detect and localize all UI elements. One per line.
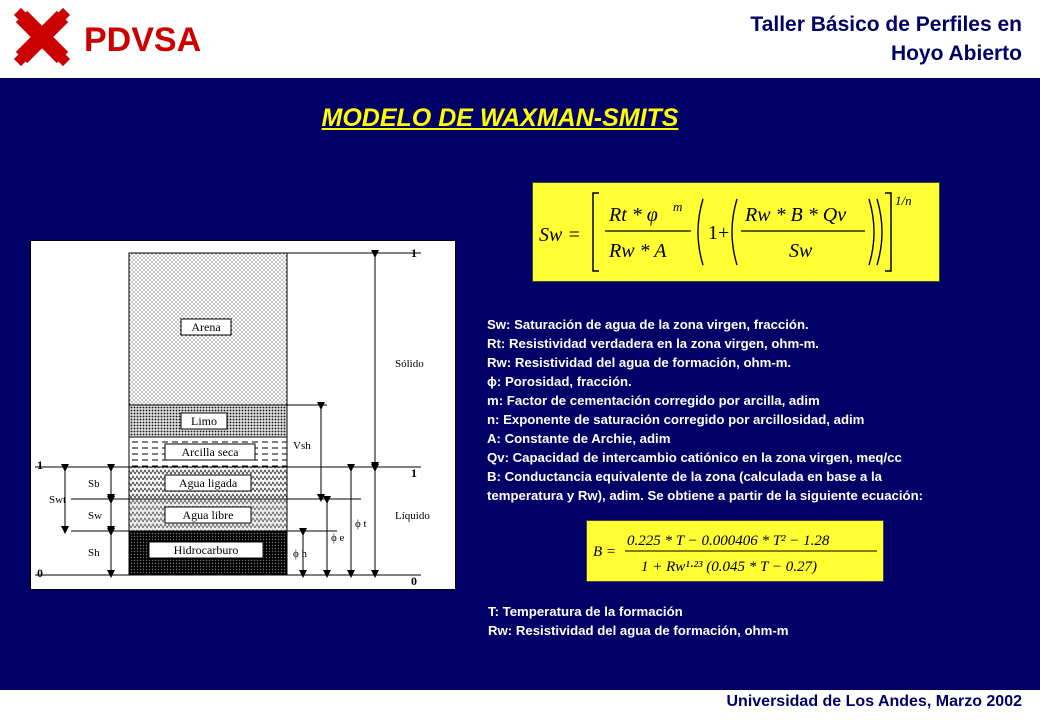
- layer-label-hidrocarburo: Hidrocarburo: [173, 543, 239, 557]
- pdvsa-sun-icon: [14, 8, 70, 66]
- definition-item: Sw: Saturación de agua de la zona virgen, fracción.: [487, 317, 809, 332]
- logo-text: PDVSA: [84, 21, 202, 59]
- waxman-smits-equation: [532, 182, 940, 282]
- b-conductance-equation: [586, 520, 884, 582]
- eq1-den2: Sw: [789, 240, 813, 262]
- definition-item: n: Exponente de saturación corregido por arcillosidad, adim: [487, 412, 865, 427]
- slide-title: MODELO DE WAXMAN-SMITS: [321, 104, 679, 132]
- layer-label-limo: Limo: [191, 414, 217, 428]
- header: [0, 0, 1040, 78]
- right-scale-one-top: 1: [411, 246, 417, 260]
- footer-text: Universidad de Los Andes, Marzo 2002: [726, 693, 1022, 710]
- header-title: [750, 10, 1022, 68]
- definition-item: Qv: Capacidad de intercambio catiónico en la zona virgen, meq/cc: [487, 450, 902, 465]
- label-phi-e: ϕ e: [331, 532, 345, 544]
- eq1-num1-exp: m: [673, 199, 683, 214]
- left-scale-one: 1: [37, 458, 43, 472]
- definition-item: temperatura y Rw), adim. Se obtiene a partir de la siguiente ecuación:: [487, 488, 924, 503]
- label-sh: Sh: [88, 547, 100, 559]
- variable-definitions-2: [488, 602, 788, 640]
- definition-item: B: Conductancia equivalente de la zona (calculada en base a la: [487, 469, 883, 484]
- header-title-line1: Taller Básico de Perfiles en: [750, 13, 1022, 36]
- layer-label-arena: Arena: [191, 320, 221, 334]
- definition-item: T: Temperatura de la formación: [488, 604, 683, 619]
- right-scale-zero: 0: [411, 574, 417, 588]
- layer-label-agua-libre: Agua libre: [182, 508, 234, 522]
- footer: [0, 690, 1040, 720]
- label-sb: Sb: [88, 478, 100, 490]
- layer-label-arcilla-seca: Arcilla seca: [181, 445, 239, 459]
- eq2-numerator: 0.225 * T − 0.000406 * T² − 1.28: [627, 533, 830, 549]
- label-swt: Swt: [49, 494, 67, 506]
- eq1-num1: Rt * φ: [609, 204, 658, 226]
- eq2-denominator: 1 + Rw¹·²³ (0.045 * T − 0.27): [641, 559, 817, 575]
- label-vsh: Vsh: [293, 440, 311, 452]
- right-scale-one-mid: 1: [411, 466, 417, 480]
- definition-item: Rw: Resistividad del agua de formación, ohm-m: [488, 623, 789, 638]
- layer-label-agua-ligada: Agua ligada: [178, 476, 238, 490]
- label-sw: Sw: [88, 510, 103, 522]
- definition-item: ϕ: Porosidad, fracción.: [487, 374, 632, 389]
- eq1-den1: Rw * A: [609, 240, 667, 262]
- label-liquido: Líquido: [395, 510, 430, 522]
- label-solido: Sólido: [395, 358, 424, 370]
- eq1-num2: Rw * B * Qv: [745, 204, 847, 226]
- definition-item: Rt: Resistividad verdadera en la zona virgen, ohm-m.: [487, 336, 819, 351]
- definition-item: m: Factor de cementación corregido por arcilla, adim: [487, 393, 820, 408]
- pdvsa-logo: [10, 6, 210, 68]
- label-phi-t: ϕ t: [355, 518, 367, 530]
- definition-item: Rw: Resistividad del agua de formación, ohm-m.: [487, 355, 792, 370]
- eq2-lhs: B =: [593, 544, 617, 560]
- eq1-exponent: 1/n: [895, 193, 912, 208]
- eq1-lhs: Sw =: [539, 224, 581, 246]
- label-phi-h: ϕ h: [293, 548, 308, 560]
- waxman-smits-volume-diagram: [30, 240, 456, 590]
- variable-definitions: [487, 315, 923, 505]
- eq1-one: 1+: [708, 222, 730, 244]
- left-scale-zero: 0: [37, 566, 43, 580]
- definition-item: A: Constante de Archie, adim: [487, 431, 671, 446]
- slide-body: [0, 78, 1040, 690]
- header-title-line2: Hoyo Abierto: [890, 42, 1022, 65]
